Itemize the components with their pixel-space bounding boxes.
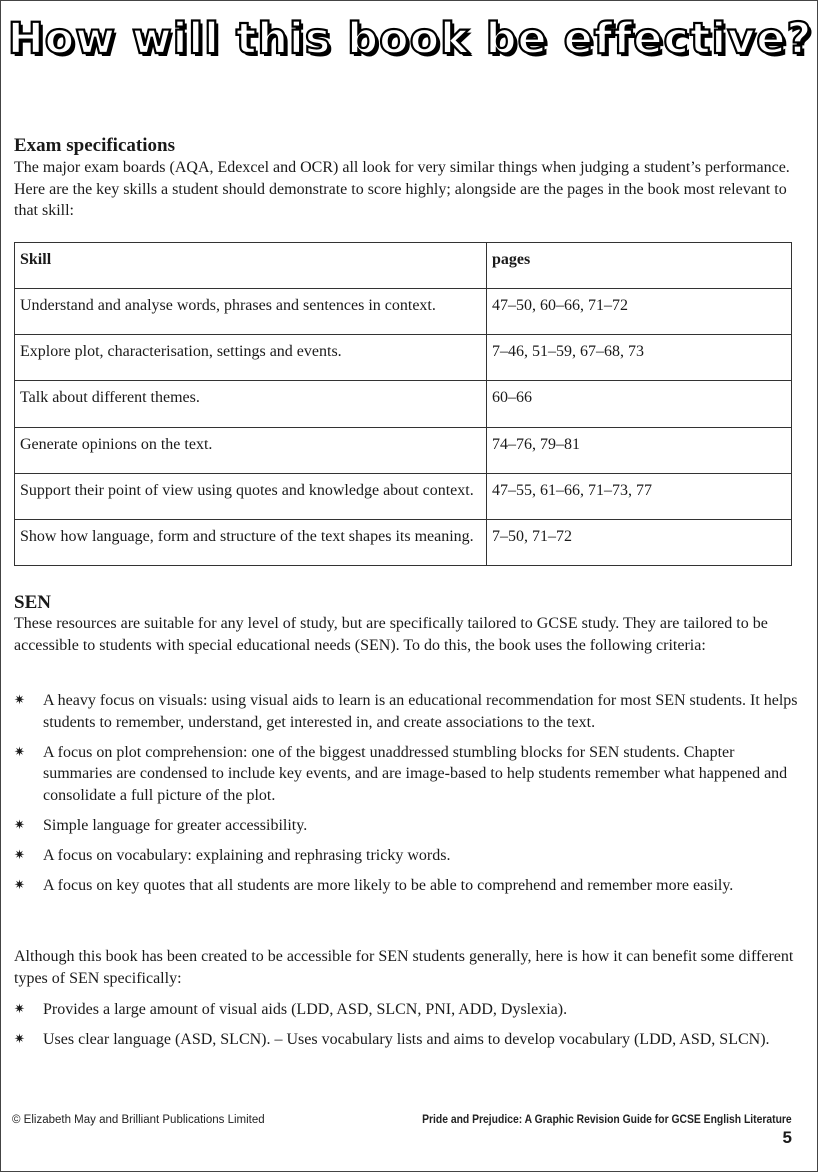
star-bullet-icon: ✷ (14, 693, 25, 708)
sen-benefits-list (14, 999, 804, 1059)
pages-cell: 7–46, 51–59, 67–68, 73 (487, 335, 792, 381)
table-header-row (15, 243, 792, 289)
skill-column-header: Skill (15, 243, 487, 289)
star-bullet-icon: ✷ (14, 877, 25, 893)
exam-specifications-heading: Exam specifications (14, 135, 175, 156)
list-item: ✷ Provides a large amount of visual aids (LDD, ASD, SLCN, PNI, ADD, Dyslexia). (14, 999, 804, 1021)
pages-cell: 47–55, 61–66, 71–73, 77 (487, 473, 792, 519)
sen-criteria-list (14, 690, 804, 905)
table-row (15, 473, 792, 519)
table-row (15, 289, 792, 335)
star-bullet-icon: ✷ (14, 1002, 25, 1017)
sen-intro-paragraph: These resources are suitable for any level of study, but are specifically tailored to GCSE study. They are tailored to be accessible to students with special educational needs (SEN). To do this, the book uses the following criteria: (14, 615, 768, 654)
table-row (15, 335, 792, 381)
skills-table (14, 242, 792, 566)
pages-cell: 74–76, 79–81 (487, 427, 792, 473)
pages-cell: 47–50, 60–66, 71–72 (487, 289, 792, 335)
table-row (15, 427, 792, 473)
skill-cell: Generate opinions on the text. (15, 427, 487, 473)
skill-cell: Show how language, form and structure of the text shapes its meaning. (15, 519, 487, 565)
star-bullet-icon: ✷ (14, 817, 25, 833)
pages-cell: 60–66 (487, 381, 792, 427)
exam-intro-paragraph: The major exam boards (AQA, Edexcel and OCR) all look for very similar things when judging a student’s performance. Here are the key skills a student should demonstrate to score highly; alongside are the pages in the book most relevant to that skill: (14, 159, 790, 219)
table-row (15, 381, 792, 427)
book-title-footer: Pride and Prejudice: A Graphic Revision Guide for GCSE English Literature (422, 1114, 792, 1126)
table-row (15, 519, 792, 565)
list-item: ✷ A heavy focus on visuals: using visual aids to learn is an educational recommendation for most SEN students. It helps students to remember, understand, get interested in, and create associations to the text. (14, 692, 798, 731)
skill-cell: Understand and analyse words, phrases and sentences in context. (15, 289, 487, 335)
star-bullet-icon: ✷ (14, 1032, 25, 1047)
list-item: ✷ Uses clear language (ASD, SLCN). – Uses vocabulary lists and aims to develop vocabulary (LDD, ASD, SLCN). (14, 1029, 804, 1051)
list-item: ✷ Simple language for greater accessibility. (14, 815, 804, 837)
page-number: 5 (782, 1128, 792, 1147)
list-item: ✷ A focus on vocabulary: explaining and rephrasing tricky words. (14, 845, 804, 867)
list-item: ✷ A focus on key quotes that all students are more likely to be able to comprehend and remember more easily. (14, 875, 804, 897)
page-title: How will this book be effective? (7, 14, 813, 64)
pages-cell: 7–50, 71–72 (487, 519, 792, 565)
skill-cell: Talk about different themes. (15, 381, 487, 427)
sen-benefit-intro: Although this book has been created to be accessible for SEN students generally, here is how it can benefit some different types of SEN specifically: (14, 948, 794, 987)
pages-column-header: pages (487, 243, 792, 289)
star-bullet-icon: ✷ (14, 847, 25, 863)
copyright-notice: © Elizabeth May and Brilliant Publications Limited (12, 1114, 265, 1126)
star-bullet-icon: ✷ (14, 744, 25, 760)
sen-heading: SEN (14, 592, 51, 613)
skill-cell: Explore plot, characterisation, settings and events. (15, 335, 487, 381)
list-item: ✷ A focus on plot comprehension: one of the biggest unaddressed stumbling blocks for SEN students. Chapter summaries are condensed to include key events, and are image-based to help students remember what happened and consolidate a full picture of the plot. (14, 743, 788, 804)
skill-cell: Support their point of view using quotes and knowledge about context. (15, 473, 487, 519)
